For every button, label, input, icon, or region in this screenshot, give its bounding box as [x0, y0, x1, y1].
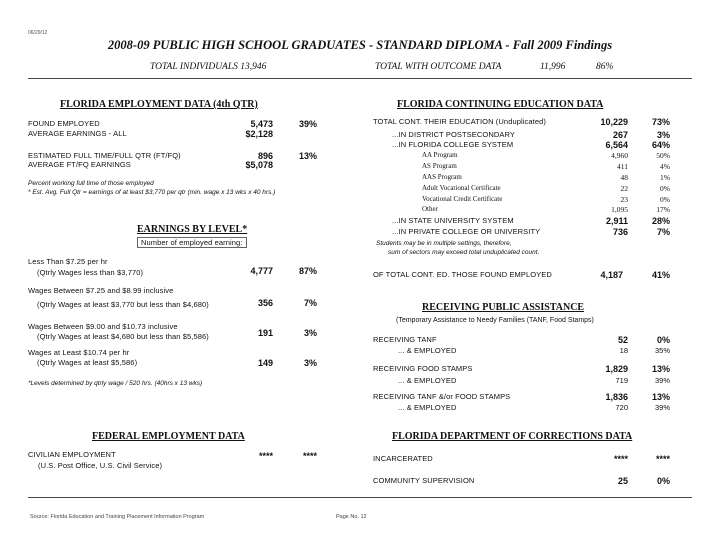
tanf-employed-value: 18 — [619, 346, 628, 355]
corrections-section-title: FLORIDA DEPARTMENT OF CORRECTIONS DATA — [392, 431, 633, 442]
cont-note-1: Students may be in multiple settings, therefore, — [376, 240, 512, 247]
fcs-row-aas-value: 48 — [620, 173, 628, 182]
incarcerated-label: INCARCERATED — [373, 454, 433, 463]
food-stamps-employed-pct: 39% — [654, 376, 670, 385]
cont-district-value: 267 — [612, 130, 628, 140]
earnings-row-4-pct: 3% — [303, 358, 317, 368]
continuing-section-title: FLORIDA CONTINUING EDUCATION DATA — [397, 99, 604, 110]
tanf-or-fs-employed-label: ... & EMPLOYED — [398, 403, 457, 412]
assistance-subtitle: (Temporary Assistance to Needy Families (TANF, Food Stamps) — [396, 317, 594, 324]
earnings-row-1-label: Less Than $7.25 per hr — [28, 257, 108, 266]
cont-fcs-label: ...IN FLORIDA COLLEGE SYSTEM — [392, 140, 514, 149]
fcs-row-vcc-label: Vocational Credit Certificate — [422, 195, 503, 203]
tanf-pct: 0% — [656, 335, 670, 345]
fcs-row-avc-label: Adult Vocational Certificate — [422, 184, 501, 192]
footer-source: Source: Florida Education and Training Placement Information Program — [30, 514, 205, 520]
ftfq-avg-value: $5,078 — [245, 160, 273, 170]
earnings-row-4-sublabel: (Qtrly Wages at least $5,586) — [37, 358, 138, 367]
earnings-row-2-label: Wages Between $7.25 and $8.99 inclusive — [28, 286, 174, 295]
earnings-row-3-sublabel: (Qtrly Wages at least $4,680 but less than $5,586) — [37, 332, 209, 341]
total-individuals: TOTAL INDIVIDUALS 13,946 — [150, 62, 267, 72]
cont-total-pct: 73% — [651, 117, 670, 127]
footer-divider — [28, 497, 692, 498]
total-outcome-value: 11,996 — [540, 62, 566, 72]
employment-section-title: FLORIDA EMPLOYMENT DATA (4th QTR) — [60, 99, 258, 110]
food-stamps-label: RECEIVING FOOD STAMPS — [373, 364, 473, 373]
food-stamps-employed-label: ... & EMPLOYED — [398, 376, 457, 385]
found-employed-pct: 39% — [298, 119, 317, 129]
found-employed-value: 5,473 — [250, 119, 273, 129]
ftfq-label: ESTIMATED FULL TIME/FULL QTR (FT/FQ) — [28, 151, 181, 160]
fcs-row-other-pct: 17% — [656, 205, 670, 214]
employment-note-1: Percent working full time of those employed — [28, 180, 154, 187]
cont-fcs-value: 6,564 — [605, 140, 628, 150]
cont-total-value: 10,229 — [600, 117, 628, 127]
cont-district-label: ...IN DISTRICT POSTSECONDARY — [392, 130, 515, 139]
total-outcome-pct: 86% — [596, 62, 614, 72]
cont-employed-value: 4,187 — [600, 270, 623, 280]
earnings-row-2-pct: 7% — [303, 298, 317, 308]
incarcerated-value: **** — [613, 454, 628, 464]
earnings-row-1-pct: 87% — [298, 266, 317, 276]
cont-fcs-pct: 64% — [651, 140, 670, 150]
fcs-row-other-value: 1,095 — [611, 205, 628, 214]
average-earnings-label: AVERAGE EARNINGS - ALL — [28, 129, 127, 138]
civilian-employment-pct: **** — [302, 451, 317, 461]
cont-employed-label: OF TOTAL CONT. ED. THOSE FOUND EMPLOYED — [373, 270, 552, 279]
food-stamps-pct: 13% — [651, 364, 670, 374]
tanf-or-fs-employed-pct: 39% — [654, 403, 670, 412]
earnings-row-3-pct: 3% — [303, 328, 317, 338]
earnings-row-1-sublabel: (Qtrly Wages less than $3,770) — [37, 268, 144, 277]
employment-note-2: * Est. Avg. Full Qtr = earnings of at least $3,770 per qtr (min. wage x 13 wks x 40 hrs.) — [28, 189, 276, 196]
report-date: 06/29/12 — [28, 30, 48, 36]
food-stamps-employed-value: 719 — [615, 376, 628, 385]
cont-sus-value: 2,911 — [605, 216, 628, 226]
ftfq-pct: 13% — [298, 151, 317, 161]
tanf-or-fs-pct: 13% — [651, 392, 670, 402]
cont-private-label: ...IN PRIVATE COLLEGE OR UNIVERSITY — [392, 227, 541, 236]
earnings-row-2-value: 356 — [257, 298, 273, 308]
community-supervision-value: 25 — [617, 476, 628, 486]
earnings-row-4-label: Wages at Least $10.74 per hr — [28, 348, 130, 357]
cont-district-pct: 3% — [656, 130, 670, 140]
total-outcome-label: TOTAL WITH OUTCOME DATA — [375, 62, 502, 72]
tanf-employed-label: ... & EMPLOYED — [398, 346, 457, 355]
earnings-subtitle: Number of employed earning: — [137, 237, 247, 248]
fcs-row-aa-label: AA Program — [422, 151, 458, 159]
earnings-row-1-value: 4,777 — [250, 266, 273, 276]
earnings-note: *Levels determined by qtrly wage / 520 hrs. (40hrs x 13 wks) — [28, 380, 203, 387]
incarcerated-pct: **** — [655, 454, 670, 464]
cont-employed-pct: 41% — [651, 270, 670, 280]
report-title: 2008-09 PUBLIC HIGH SCHOOL GRADUATES - STANDARD DIPLOMA - Fall 2009 Findings — [107, 38, 613, 52]
fcs-row-avc-pct: 0% — [660, 184, 670, 193]
found-employed-label: FOUND EMPLOYED — [28, 119, 100, 128]
cont-total-label: TOTAL CONT. THEIR EDUCATION (Unduplicated) — [373, 117, 546, 126]
cont-private-value: 736 — [612, 227, 628, 237]
earnings-row-3-label: Wages Between $9.00 and $10.73 inclusive — [28, 322, 178, 331]
footer-page-number: Page No. 12 — [336, 514, 367, 520]
fcs-row-aa-value: 4,960 — [611, 151, 628, 160]
fcs-row-avc-value: 22 — [620, 184, 628, 193]
ftfq-value: 896 — [257, 151, 273, 161]
fcs-row-as-value: 411 — [617, 162, 628, 171]
fcs-row-vcc-value: 23 — [620, 195, 628, 204]
fcs-row-as-pct: 4% — [660, 162, 670, 171]
community-supervision-pct: 0% — [656, 476, 670, 486]
cont-note-2: sum of sectors may exceed total unduplicated count. — [388, 249, 540, 256]
fcs-row-vcc-pct: 0% — [660, 195, 670, 204]
tanf-employed-pct: 35% — [654, 346, 670, 355]
header-divider — [28, 78, 692, 79]
earnings-section-title: EARNINGS BY LEVEL* — [137, 224, 248, 235]
tanf-value: 52 — [617, 335, 628, 345]
fcs-row-other-label: Other — [422, 205, 438, 213]
earnings-row-3-value: 191 — [257, 328, 273, 338]
cont-private-pct: 7% — [656, 227, 670, 237]
cont-sus-pct: 28% — [651, 216, 670, 226]
tanf-or-fs-label: RECEIVING TANF &/or FOOD STAMPS — [373, 392, 511, 401]
assistance-section-title: RECEIVING PUBLIC ASSISTANCE — [422, 302, 585, 313]
ftfq-avg-label: AVERAGE FT/FQ EARNINGS — [28, 160, 131, 169]
civilian-employment-label: CIVILIAN EMPLOYMENT — [28, 450, 116, 459]
fcs-row-aa-pct: 50% — [656, 151, 670, 160]
civilian-employment-value: **** — [258, 451, 273, 461]
civilian-employment-sublabel: (U.S. Post Office, U.S. Civil Service) — [38, 461, 163, 470]
federal-section-title: FEDERAL EMPLOYMENT DATA — [92, 431, 245, 442]
tanf-or-fs-employed-value: 720 — [615, 403, 628, 412]
earnings-row-2-sublabel: (Qtrly Wages at least $3,770 but less than $4,680) — [37, 300, 209, 309]
fcs-row-as-label: AS Program — [422, 162, 457, 170]
cont-sus-label: ...IN STATE UNIVERSITY SYSTEM — [392, 216, 514, 225]
average-earnings-value: $2,128 — [245, 129, 273, 139]
tanf-label: RECEIVING TANF — [373, 335, 437, 344]
community-supervision-label: COMMUNITY SUPERVISION — [373, 476, 475, 485]
earnings-row-4-value: 149 — [257, 358, 273, 368]
fcs-row-aas-label: AAS Program — [422, 173, 462, 181]
fcs-row-aas-pct: 1% — [660, 173, 670, 182]
food-stamps-value: 1,829 — [605, 364, 628, 374]
tanf-or-fs-value: 1,836 — [605, 392, 628, 402]
